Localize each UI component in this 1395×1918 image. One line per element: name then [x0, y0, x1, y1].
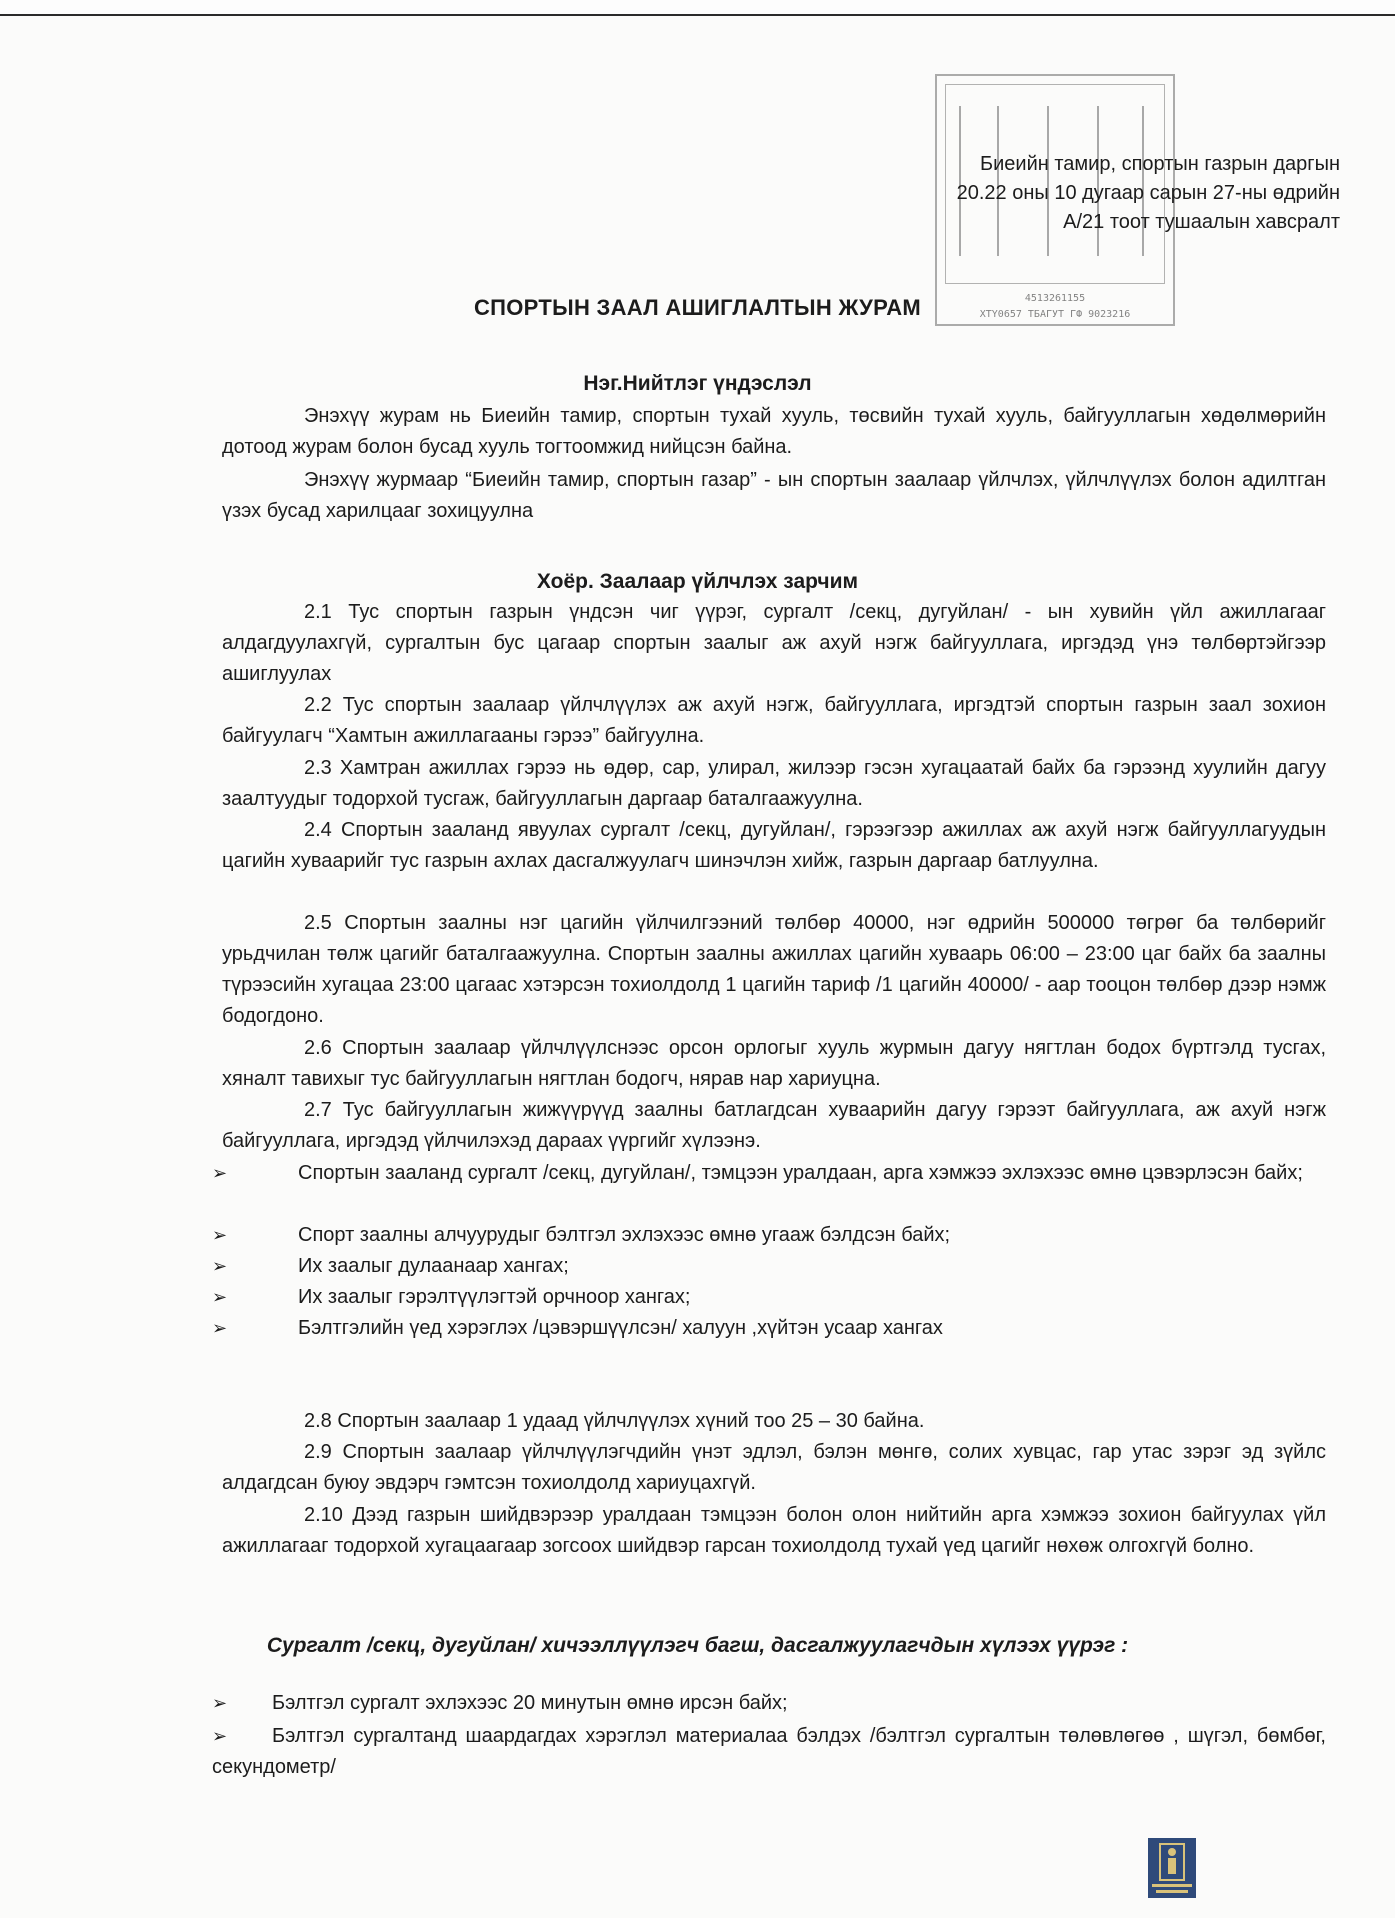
duty-text: Их заалыг дулаанаар хангах;: [298, 1255, 569, 1277]
stamp-code: ХТY0657 ТБАГУТ ГФ 9023216: [979, 309, 1131, 320]
arrow-bullet-icon: ➢: [212, 1256, 228, 1276]
duty-list-item: [212, 1313, 1326, 1344]
order-line-1: Биеийн тамир, спортын газрын даргын: [979, 153, 1340, 175]
stamp-number: 4513261155: [1024, 293, 1086, 304]
government-emblem-logo: [1148, 1838, 1196, 1898]
duty-list-item: [212, 1282, 1326, 1313]
clause-2-3: 2.3 Хамтран ажиллах гэрээ нь өдөр, сар, улирал, жилээр гэсэн хугацаатай байх ба гэрээнд хуулийн дагуу заалтуудыг тодорхой тусгаж, байгууллагын даргаар баталгаажуулна.: [222, 757, 1326, 810]
clause-2-1: 2.1 Тус спортын газрын үндсэн чиг үүрэг, сургалт /секц, дугуйлан/ - ын хувийн үйл ажиллагааг алдагдуулахгүй, сургалтын бус цагаар спортын заалыг аж ахуй нэгж байгууллага, иргэдэд үнэ төлбөртэйгээр ашиглуулах: [222, 601, 1326, 685]
clause-2-6: 2.6 Спортын заалаар үйлчлүүлснээс орсон орлогыг хууль журмын дагуу нягтлан бодох бүртгэлд тусгах, хяналт тавихыг тус байгууллагын нягтлан бодогч, нярав нар хариуцна.: [222, 1037, 1326, 1090]
arrow-bullet-icon: ➢: [212, 1163, 228, 1183]
section-1-paragraph-2: Энэхүү журмаар “Биеийн тамир, спортын газар” - ын спортын заалаар үйлчлэх, үйлчлүүлэх болон адилтган үзэх бусад харилцааг зохицуулна: [222, 469, 1326, 522]
page-top-edge: [0, 0, 1395, 16]
section-2-heading: Хоёр. Заалаар үйлчлэх зарчим: [536, 570, 859, 593]
clause-2-7: 2.7 Тус байгууллагын жижүүрүүд заалны батлагдсан хуваарийн дагуу гэрээт байгууллага, аж ахуй нэгж байгууллага, иргэдэд үйлчилэхэд дараах үүргийг хүлээнэ.: [222, 1099, 1326, 1152]
duty-text: Бэлтгэлийн үед хэрэглэх /цэвэршүүлсэн/ халуун ,хүйтэн усаар хангах: [298, 1317, 943, 1339]
duty-text: Спорт заалны алчуурудыг бэлтгэл эхлэхээс өмнө угааж бэлдсэн байх;: [298, 1224, 951, 1246]
order-line-2: 20.22 оны 10 дугаар сарын 27-ны өдрийн: [956, 182, 1340, 204]
duty-list-item: [212, 1158, 1326, 1189]
clause-2-8: 2.8 Спортын заалаар 1 удаад үйлчлүүлэх хүний тоо 25 – 30 байна.: [304, 1410, 925, 1432]
arrow-bullet-icon: ➢: [212, 1287, 228, 1307]
arrow-bullet-icon: ➢: [212, 1318, 228, 1338]
duty-text: Их заалыг гэрэлтүүлэгтэй орчноор хангах;: [298, 1286, 691, 1308]
clause-2-5: 2.5 Спортын заалны нэг цагийн үйлчилгээний төлбөр 40000, нэг өдрийн 500000 төгрөг ба төлбөрийг урьдчилан төлж цагийг баталгаажуулна. Спортын заалны ажиллах цагийн хуваарь 06:00 – 23:00 цаг байх ба заалны түрээсийн хугацаа 23:00 цагаас хэтэрсэн тохиолдолд 1 цагийн тариф /1 цагийн 40000/ - аар тооцон төлбөр дээр нэмж бодогдоно.: [222, 912, 1326, 1027]
arrow-bullet-icon: ➢: [212, 1693, 228, 1713]
duty-text: Спортын зааланд сургалт /секц, дугуйлан/, тэмцээн уралдаан, арга хэмжээ эхлэхээс өмнө цэвэрлэсэн байх;: [298, 1162, 1303, 1184]
teacher-duty-text: Бэлтгэл сургалтанд шаардагдах хэрэглэл материалаа бэлдэх /бэлтгэл сургалтын төлөвлөгөө , шүгэл, бөмбөг, секундометр/: [212, 1725, 1326, 1778]
section-3-heading: Сургалт /секц, дугуйлан/ хичээллүүлэгч багш, дасгалжуулагчдын хүлээх үүрэг :: [266, 1634, 1129, 1657]
clause-2-4: 2.4 Спортын зааланд явуулах сургалт /секц, дугуйлан/, гэрээгээр ажиллах аж ахуй нэгж байгууллагуудын цагийн хуваарийг тус газрын ахлах дасгалжуулагч шинэчлэн хийж, газрын даргаар батлуулна.: [222, 819, 1326, 872]
teacher-duty-text: Бэлтгэл сургалт эхлэхээс 20 минутын өмнө ирсэн байх;: [272, 1692, 788, 1714]
clause-2-9: 2.9 Спортын заалаар үйлчлүүлэгчдийн үнэт эдлэл, бэлэн мөнгө, солих хувцас, гар утас зэрэг эд зүйлс алдагдсан буюу эвдэрч гэмтсэн тохиолдолд хариуцахгүй.: [222, 1441, 1326, 1494]
arrow-bullet-icon: ➢: [212, 1225, 228, 1245]
teacher-duty-item: [212, 1688, 1326, 1719]
arrow-bullet-icon: ➢: [212, 1726, 228, 1746]
document-title: СПОРТЫН ЗААЛ АШИГЛАЛТЫН ЖУРАМ: [473, 295, 922, 320]
order-reference: [880, 150, 1340, 237]
clause-2-10: 2.10 Дээд газрын шийдвэрээр уралдаан тэмцээн болон олон нийтийн арга хэмжээ зохион байгуулах үйл ажиллагааг тодорхой хугацаагаар зогсоох шийдвэр гарсан тохиолдолд тухай үед цагийг нөхөж олгохгүй болно.: [222, 1504, 1326, 1557]
section-1-paragraph-1: Энэхүү журам нь Биеийн тамир, спортын тухай хууль, төсвийн тухай хууль, байгууллагын хөдөлмөрийн дотоод журам болон бусад хууль тогтоомжид нийцсэн байна.: [222, 405, 1326, 458]
duty-list-item: [212, 1251, 1326, 1282]
section-1-heading: Нэг.Нийтлэг үндэслэл: [583, 372, 812, 395]
order-line-3: А/21 тоот тушаалын хавсралт: [1063, 211, 1340, 233]
clause-2-2: 2.2 Тус спортын заалаар үйлчлүүлэх аж ахуй нэгж, байгууллага, иргэдтэй спортын газрын заал зохион байгуулагч “Хамтын ажиллагааны гэрээ” байгуулна.: [222, 694, 1326, 747]
duty-list-item: [212, 1220, 1326, 1251]
teacher-duty-item: [212, 1721, 1326, 1783]
